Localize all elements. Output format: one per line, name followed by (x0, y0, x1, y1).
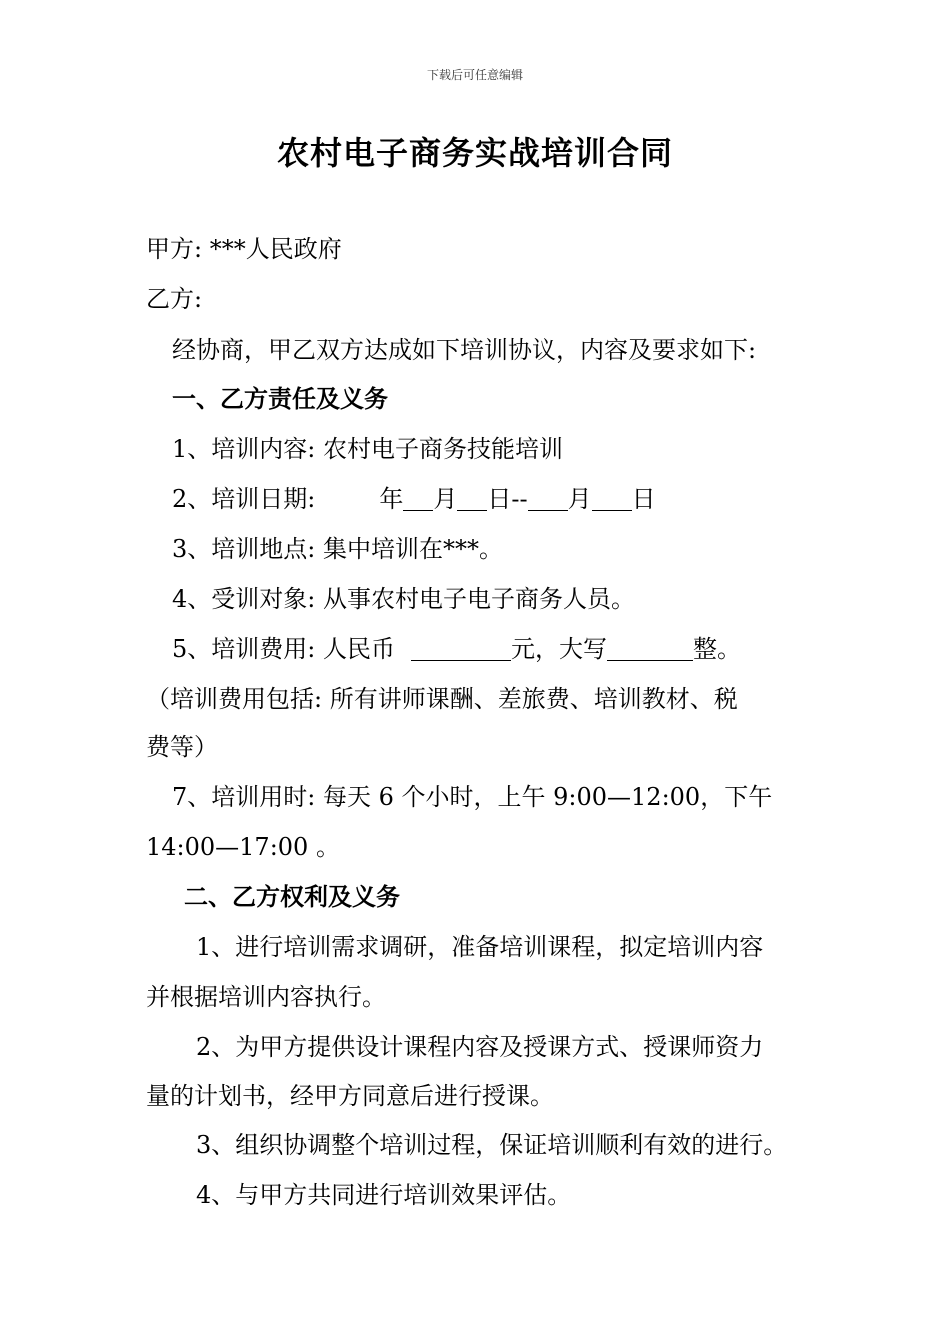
party-a: 甲方: ***人民政府 (146, 235, 342, 263)
item2-day2: 日 (631, 485, 656, 513)
item2-day1: 日-- (487, 485, 528, 513)
header-note: 下载后可任意编辑 (426, 68, 523, 82)
item2-label: 2、培训日期: (172, 485, 316, 513)
section1-item3: 3、培训地点: 集中培训在***。 (172, 535, 503, 563)
section1-heading: 一、乙方责任及义务 (172, 385, 388, 413)
item2-month1: 月 (433, 485, 458, 513)
month2-blank (528, 486, 568, 511)
section1-item2 (172, 484, 656, 514)
item2-month2: 月 (567, 485, 592, 513)
section1-item4: 4、受训对象: 从事农村电子电子商务人员。 (172, 585, 635, 613)
section2-heading: 二、乙方权利及义务 (184, 883, 400, 911)
section1-item5 (172, 634, 741, 664)
fee-note-line1: （培训费用包括: 所有讲师课酬、差旅费、培训教材、税 (146, 685, 738, 713)
item5-end: 整。 (692, 635, 741, 663)
section2-item2-line1: 2、为甲方提供设计课程内容及授课方式、授课师资力 (196, 1033, 764, 1061)
item2-year: 年 (379, 485, 404, 513)
section1-item7-line1: 7、培训用时: 每天 6 个小时，上午 9:00—12:00，下午 (172, 783, 773, 811)
item5-yuan: 元，大写 (510, 635, 607, 663)
document-title: 农村电子商务实战培训合同 (276, 134, 673, 172)
day1-blank (457, 486, 487, 511)
item5-label: 5、培训费用: 人民币 (172, 635, 395, 663)
section1-item7-line2: 14:00—17:00 。 (146, 833, 340, 861)
amount-blank (411, 636, 511, 661)
section2-item3: 3、组织协调整个培训过程，保证培训顺利有效的进行。 (196, 1131, 788, 1159)
section2-item2-line2: 量的计划书，经甲方同意后进行授课。 (146, 1082, 554, 1110)
party-b: 乙方: (146, 285, 203, 313)
section2-item1-line2: 并根据培训内容执行。 (146, 983, 386, 1011)
day2-blank (592, 486, 632, 511)
section2-item4: 4、与甲方共同进行培训效果评估。 (196, 1181, 572, 1209)
section1-item1: 1、培训内容: 农村电子商务技能培训 (172, 435, 563, 463)
amount-words-blank (607, 636, 693, 661)
fee-note-line2: 费等） (146, 733, 218, 761)
month1-blank (403, 486, 433, 511)
intro-paragraph: 经协商，甲乙双方达成如下培训协议，内容及要求如下: (172, 336, 757, 364)
section2-item1-line1: 1、进行培训需求调研，准备培训课程，拟定培训内容 (196, 933, 764, 961)
